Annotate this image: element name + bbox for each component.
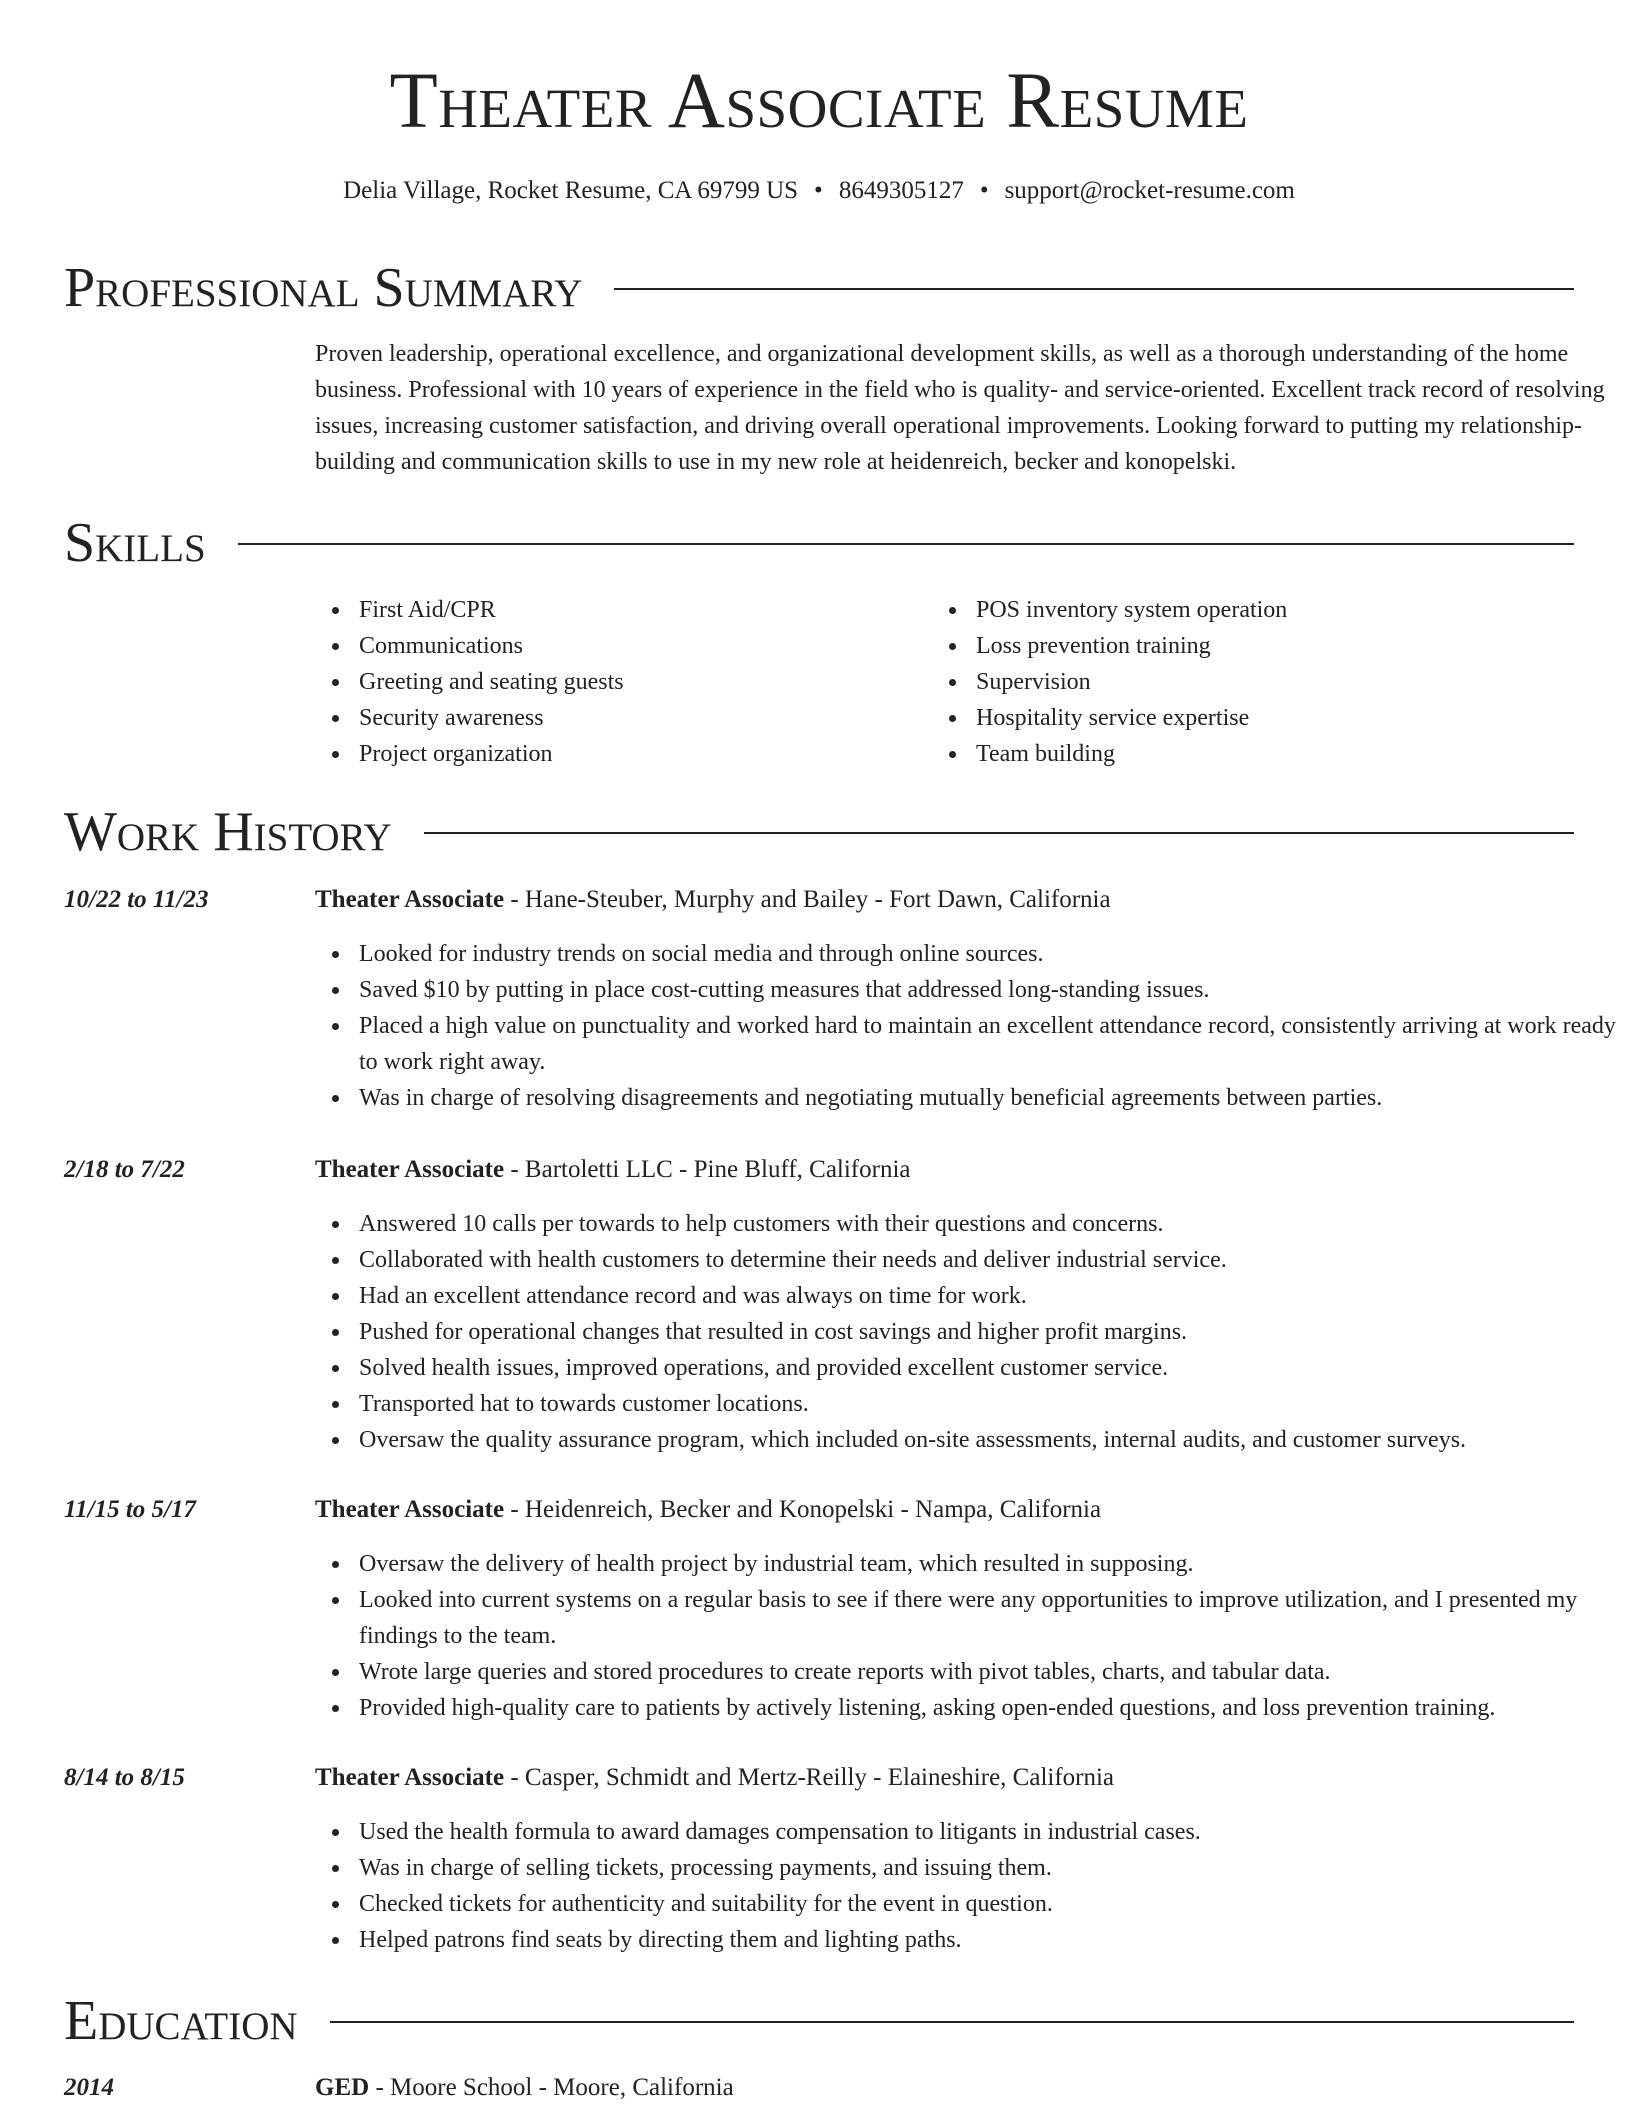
- skill-item: Loss prevention training: [932, 628, 1532, 664]
- job-dates: 2/18 to 7/22: [64, 1156, 185, 1183]
- job-heading: [315, 882, 1111, 918]
- section-title: Education: [64, 1990, 298, 2052]
- job-heading: [315, 1492, 1101, 1528]
- list-item: Used the health formula to award damages compensation to litigants in industrial cases.: [315, 1814, 1632, 1850]
- list-item: Looked into current systems on a regular basis to see if there were any opportunities to improve utilization, and I presented my findings to the team.: [315, 1582, 1632, 1654]
- list-item: Transported hat to towards customer locations.: [315, 1386, 1632, 1422]
- email: support@rocket-resume.com: [1004, 177, 1295, 204]
- skill-item: Communications: [315, 628, 915, 664]
- job-details: - Casper, Schmidt and Mertz-Reilly - Elaineshire, California: [504, 1764, 1115, 1791]
- job-details: - Hane-Steuber, Murphy and Bailey - Fort Dawn, California: [504, 886, 1111, 913]
- job-heading: [315, 1760, 1114, 1796]
- list-item: Saved $10 by putting in place cost-cutting measures that addressed long-standing issues.: [315, 972, 1632, 1008]
- list-item: Was in charge of selling tickets, processing payments, and issuing them.: [315, 1850, 1632, 1886]
- job-bullets: [315, 1814, 1632, 1958]
- section-divider: [238, 543, 1574, 545]
- list-item: Oversaw the quality assurance program, which included on-site assessments, internal audits, and customer surveys.: [315, 1422, 1632, 1458]
- contact-separator: •: [979, 177, 989, 204]
- list-item: Had an excellent attendance record and was always on time for work.: [315, 1278, 1632, 1314]
- education-section-header: [64, 1986, 1574, 2056]
- skill-item: Team building: [932, 736, 1532, 772]
- list-item: Checked tickets for authenticity and suitability for the event in question.: [315, 1886, 1632, 1922]
- job-role: Theater Associate: [315, 1156, 505, 1183]
- education-details: - Moore School - Moore, California: [369, 2074, 734, 2101]
- skill-item: Hospitality service expertise: [932, 700, 1532, 736]
- education-heading: [315, 2070, 734, 2106]
- list-item: Pushed for operational changes that resulted in cost savings and higher profit margins.: [315, 1314, 1632, 1350]
- list-item: Provided high-quality care to patients by actively listening, asking open-ended questions, and loss prevention training.: [315, 1690, 1632, 1726]
- section-divider: [330, 2021, 1574, 2023]
- job-bullets: [315, 1546, 1632, 1726]
- job-role: Theater Associate: [315, 1496, 505, 1523]
- education-year: 2014: [64, 2074, 114, 2101]
- job-dates: 11/15 to 5/17: [64, 1496, 196, 1523]
- list-item: Was in charge of resolving disagreements and negotiating mutually beneficial agreements between parties.: [315, 1080, 1632, 1116]
- resume-title: Theater Associate Resume: [389, 58, 1249, 145]
- contact-separator: •: [814, 177, 823, 204]
- skills-section-header: [64, 508, 1574, 578]
- job-details: - Bartoletti LLC - Pine Bluff, California: [504, 1156, 911, 1183]
- section-title: Skills: [64, 512, 206, 574]
- phone: 8649305127: [838, 177, 964, 204]
- skill-item: Supervision: [932, 664, 1532, 700]
- section-title: Professional Summary: [64, 257, 583, 319]
- skill-item: Project organization: [315, 736, 915, 772]
- section-divider: [614, 288, 1574, 290]
- job-bullets: [315, 1206, 1632, 1458]
- education-degree: GED: [315, 2074, 370, 2101]
- section-title: Work History: [64, 801, 392, 863]
- job-role: Theater Associate: [315, 886, 505, 913]
- skill-item: POS inventory system operation: [932, 592, 1532, 628]
- contact-line: [64, 176, 1574, 206]
- list-item: Helped patrons find seats by directing them and lighting paths.: [315, 1922, 1632, 1958]
- section-divider: [424, 832, 1574, 834]
- list-item: Collaborated with health customers to determine their needs and deliver industrial service.: [315, 1242, 1632, 1278]
- skills-list-left: [315, 592, 915, 772]
- list-item: Wrote large queries and stored procedures to create reports with pivot tables, charts, and tabular data.: [315, 1654, 1632, 1690]
- work-history-section-header: [64, 797, 1574, 867]
- job-dates: 10/22 to 11/23: [64, 886, 209, 913]
- job-dates: 8/14 to 8/15: [64, 1764, 185, 1791]
- list-item: Placed a high value on punctuality and worked hard to maintain an excellent attendance record, consistently arriving at work ready to work right away.: [315, 1008, 1632, 1080]
- skills-list-right: [932, 592, 1532, 772]
- list-item: Oversaw the delivery of health project by industrial team, which resulted in supposing.: [315, 1546, 1632, 1582]
- job-heading: [315, 1152, 911, 1188]
- summary-text: Proven leadership, operational excellence, and organizational development skills, as well as a thorough understanding of the home business. Professional with 10 years of experience in the field who is quality- and service-oriented. Excellent track record of resolving issues, increasing customer satisfaction, and driving overall operational improvements. Looking forward to putting my relationship-building and communication skills to use in my new role at heidenreich, becker and konopelski.: [315, 341, 1605, 475]
- skill-item: Greeting and seating guests: [315, 664, 915, 700]
- skill-item: First Aid/CPR: [315, 592, 915, 628]
- list-item: Looked for industry trends on social media and through online sources.: [315, 936, 1632, 972]
- address: Delia Village, Rocket Resume, CA 69799 US: [343, 177, 799, 204]
- list-item: Answered 10 calls per towards to help customers with their questions and concerns.: [315, 1206, 1632, 1242]
- job-details: - Heidenreich, Becker and Konopelski - Nampa, California: [504, 1496, 1102, 1523]
- skill-item: Security awareness: [315, 700, 915, 736]
- job-bullets: [315, 936, 1632, 1116]
- summary-section-header: [64, 253, 1574, 323]
- job-role: Theater Associate: [315, 1764, 505, 1791]
- list-item: Solved health issues, improved operations, and provided excellent customer service.: [315, 1350, 1632, 1386]
